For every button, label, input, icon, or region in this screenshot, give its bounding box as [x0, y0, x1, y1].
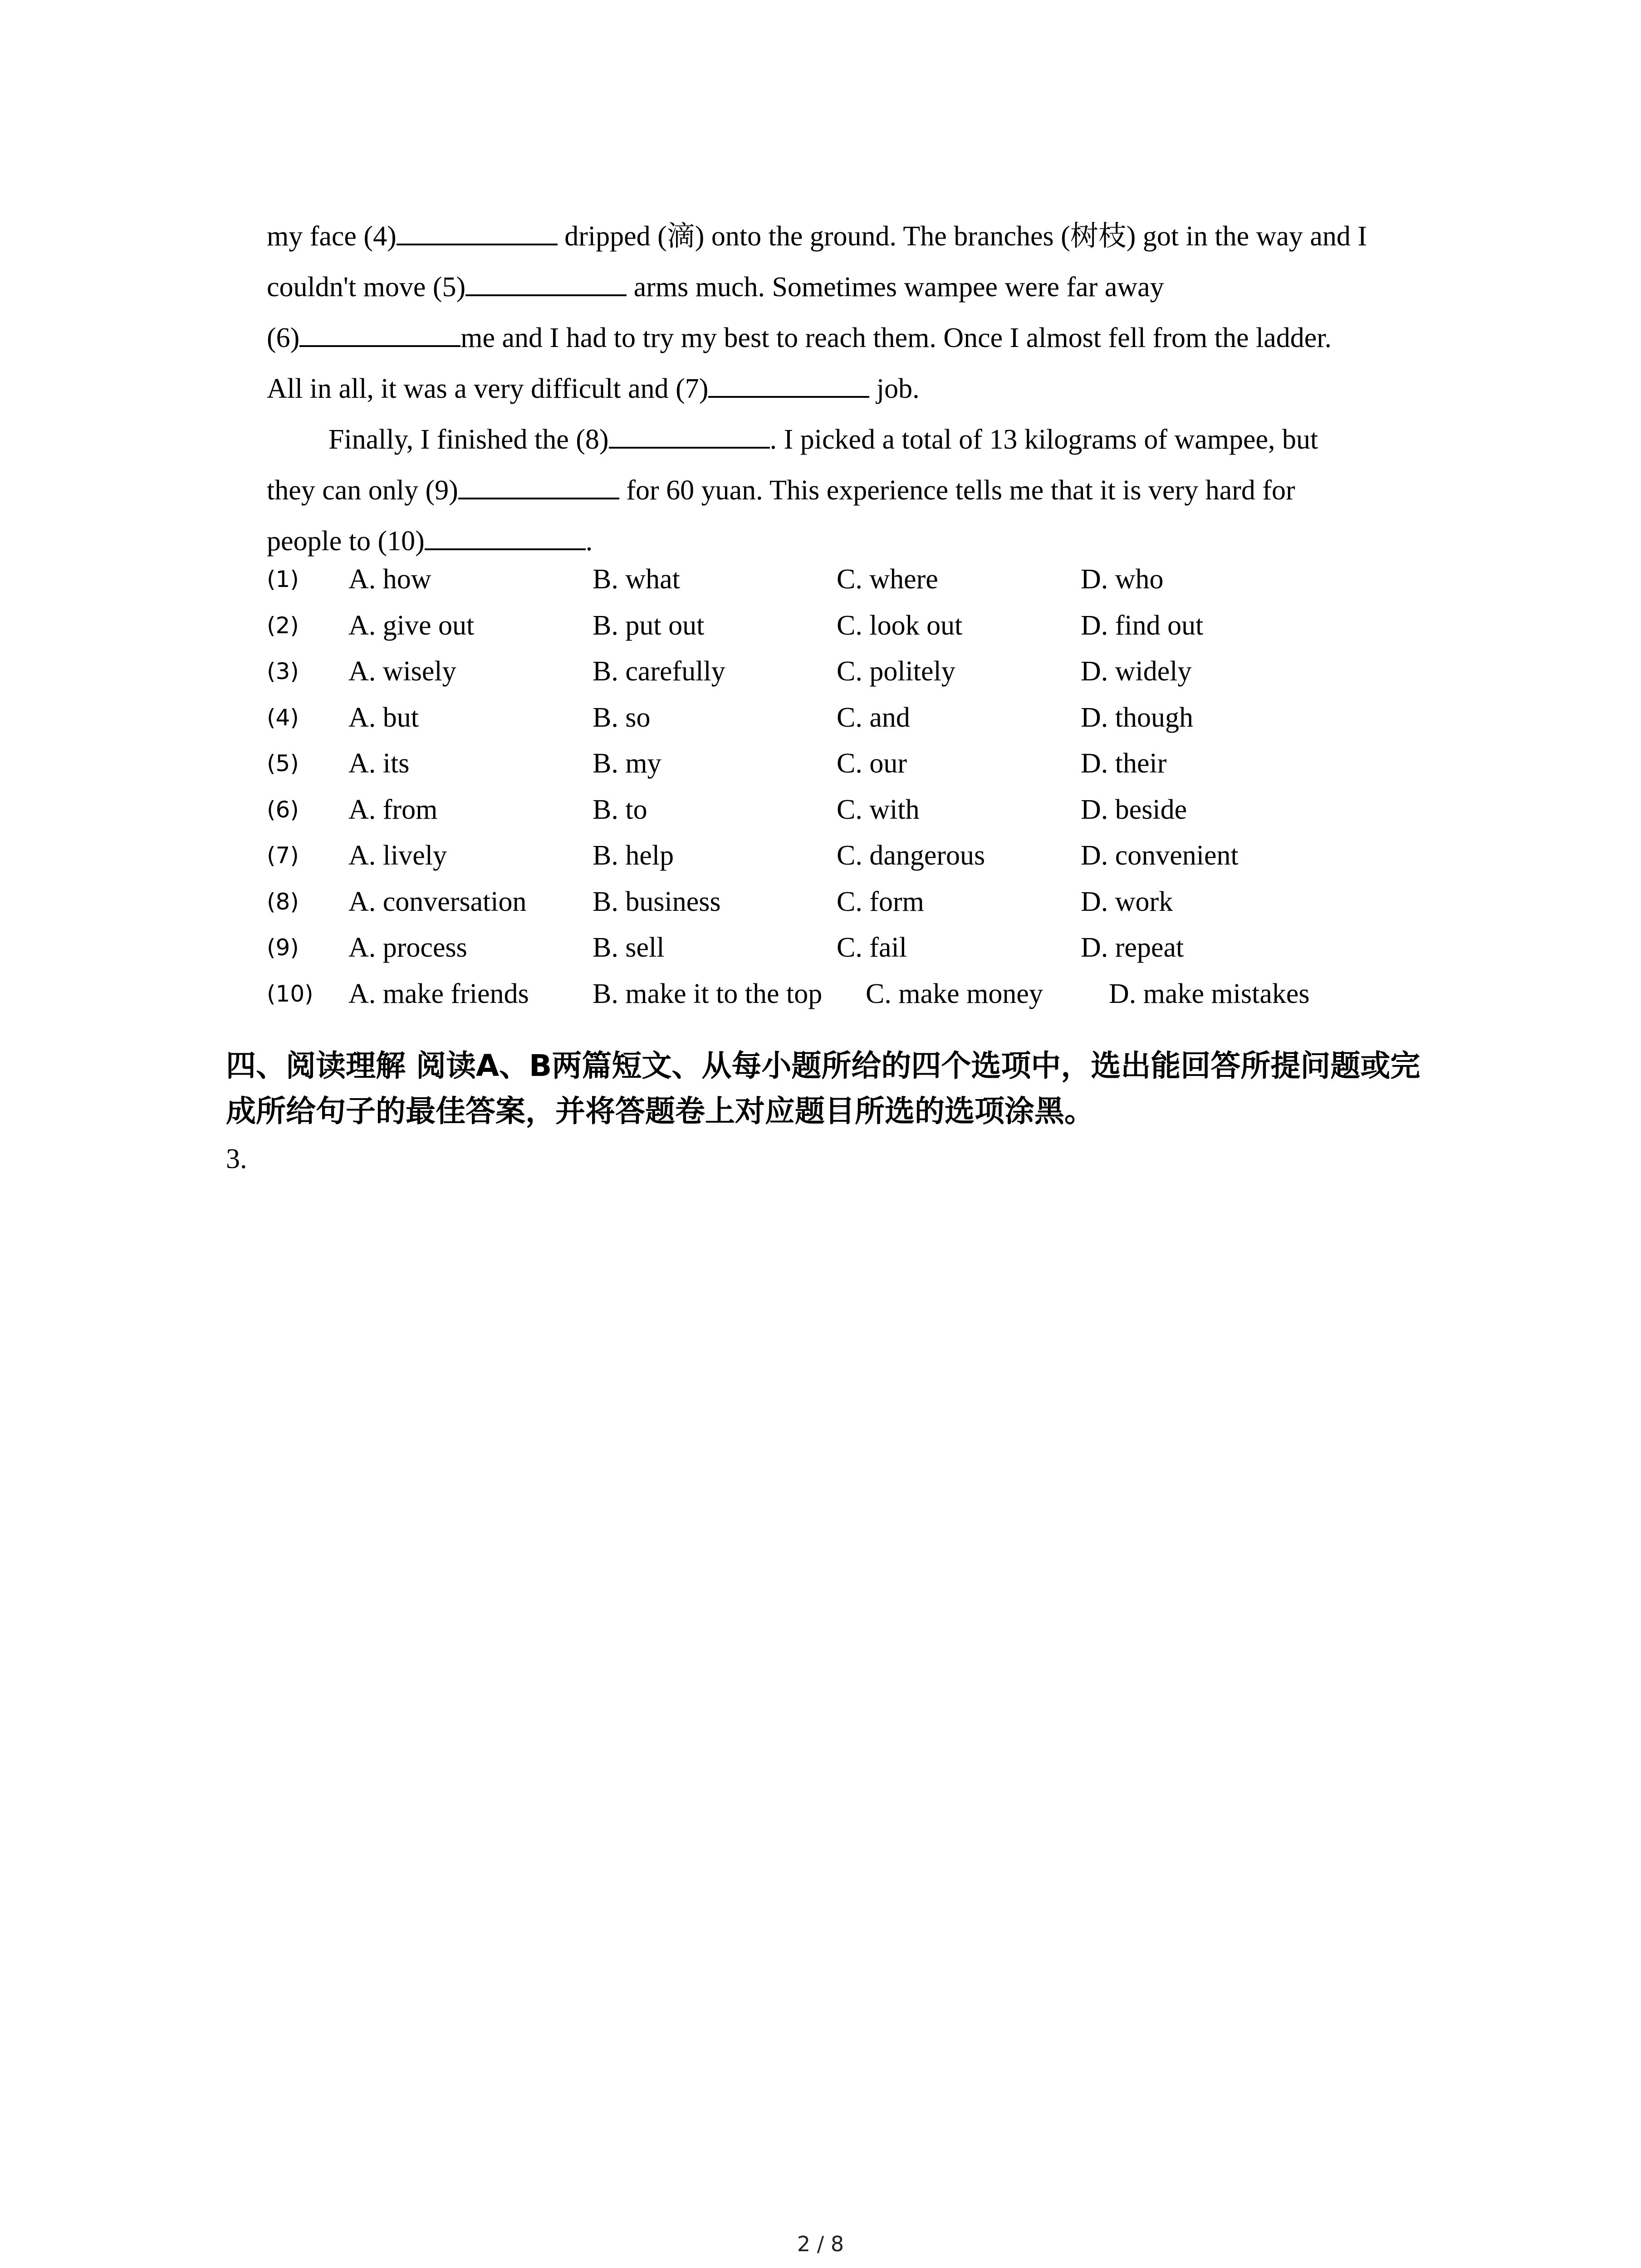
passage-line-7: people to (10) . — [267, 516, 593, 567]
blank-10[interactable] — [425, 521, 586, 550]
blank-4[interactable] — [397, 216, 558, 245]
passage-line-4: All in all, it was a very difficult and (7) job. — [267, 363, 920, 414]
option-d[interactable]: D. who — [1081, 564, 1164, 595]
option-c[interactable]: C. where — [837, 564, 938, 595]
option-c[interactable]: C. look out — [837, 610, 963, 641]
option-c[interactable]: C. make money — [866, 978, 1043, 1009]
blank-7[interactable] — [708, 369, 869, 398]
option-a[interactable]: A. from — [348, 794, 438, 825]
question-number: (5) — [267, 750, 299, 777]
option-b[interactable]: B. my — [593, 748, 661, 779]
option-b[interactable]: B. so — [593, 702, 651, 733]
option-a[interactable]: A. conversation — [348, 886, 527, 917]
question-number: (8) — [267, 888, 299, 915]
option-b[interactable]: B. what — [593, 564, 680, 595]
option-c[interactable]: C. and — [837, 702, 910, 733]
option-c[interactable]: C. dangerous — [837, 840, 985, 871]
option-b[interactable]: B. put out — [593, 610, 705, 641]
option-b[interactable]: B. make it to the top — [593, 978, 823, 1009]
question-number: (10) — [267, 980, 314, 1007]
section-heading-line-1: 四、阅读理解 阅读A、B两篇短文、从每小题所给的四个选项中，选出能回答所提问题或完 — [226, 1048, 1421, 1083]
option-b[interactable]: B. sell — [593, 932, 665, 963]
option-b[interactable]: B. help — [593, 840, 674, 871]
question-number: (2) — [267, 612, 299, 639]
blank-5[interactable] — [465, 267, 627, 296]
question-number: (6) — [267, 796, 299, 823]
option-b[interactable]: B. carefully — [593, 656, 725, 687]
passage-line-6: they can only (9) for 60 yuan. This experience tells me that it is very hard for — [267, 465, 1295, 516]
blank-8[interactable] — [609, 420, 770, 449]
option-c[interactable]: C. with — [837, 794, 920, 825]
section-heading — [226, 1043, 1451, 1134]
option-d[interactable]: D. though — [1081, 702, 1193, 733]
option-c[interactable]: C. our — [837, 748, 907, 779]
option-a[interactable]: A. how — [348, 564, 431, 595]
option-a[interactable]: A. but — [348, 702, 419, 733]
section-heading-line-2: 成所给句子的最佳答案，并将答题卷上对应题目所选的选项涂黑。 — [226, 1094, 1094, 1129]
passage-line-3: (6) me and I had to try my best to reach them. Once I almost fell from the ladder. — [267, 313, 1332, 363]
option-d[interactable]: D. beside — [1081, 794, 1187, 825]
option-d[interactable]: D. make mistakes — [1109, 978, 1310, 1009]
option-d[interactable]: D. convenient — [1081, 840, 1239, 871]
option-d[interactable]: D. widely — [1081, 656, 1192, 687]
option-d[interactable]: D. their — [1081, 748, 1167, 779]
option-a[interactable]: A. lively — [348, 840, 447, 871]
option-a[interactable]: A. its — [348, 748, 410, 779]
question-number: (4) — [267, 704, 299, 731]
option-a[interactable]: A. give out — [348, 610, 475, 641]
option-c[interactable]: C. fail — [837, 932, 907, 963]
blank-6[interactable] — [299, 318, 460, 347]
option-a[interactable]: A. wisely — [348, 656, 456, 687]
question-number-label: 3. — [226, 1144, 247, 1174]
question-number: (7) — [267, 842, 299, 869]
page-number: 2 / 8 — [797, 2232, 844, 2256]
question-number: (3) — [267, 658, 299, 684]
option-c[interactable]: C. politely — [837, 656, 955, 687]
passage-line-1: my face (4) dripped (滴) onto the ground. The branches (树枝) got in the way and I — [267, 211, 1367, 262]
question-number: (1) — [267, 566, 299, 592]
passage-line-5: Finally, I finished the (8) . I picked a total of 13 kilograms of wampee, but — [328, 414, 1318, 465]
option-a[interactable]: A. make friends — [348, 978, 529, 1009]
passage-line-2: couldn't move (5) arms much. Sometimes wampee were far away — [267, 262, 1164, 313]
option-d[interactable]: D. find out — [1081, 610, 1204, 641]
option-d[interactable]: D. repeat — [1081, 932, 1184, 963]
option-c[interactable]: C. form — [837, 886, 924, 917]
question-number: (9) — [267, 934, 299, 961]
option-a[interactable]: A. process — [348, 932, 467, 963]
option-b[interactable]: B. to — [593, 794, 647, 825]
option-b[interactable]: B. business — [593, 886, 721, 917]
blank-9[interactable] — [458, 470, 619, 499]
option-d[interactable]: D. work — [1081, 886, 1173, 917]
